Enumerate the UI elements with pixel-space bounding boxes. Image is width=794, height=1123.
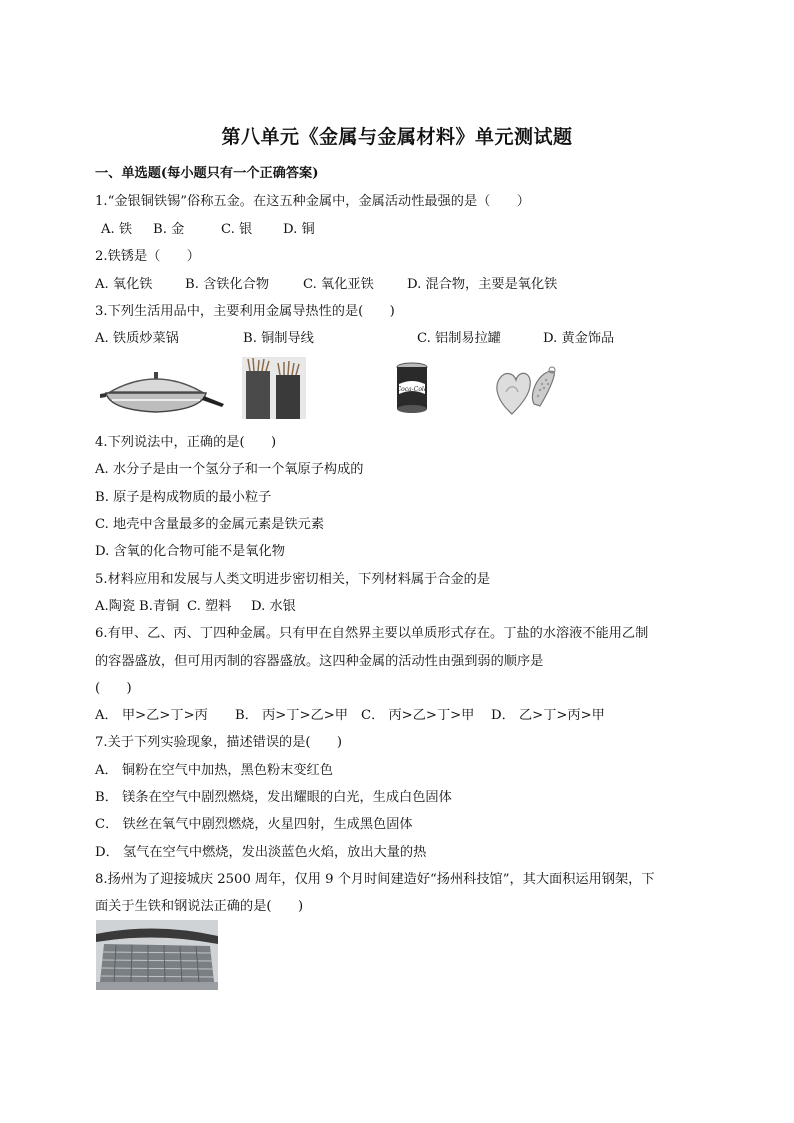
question-8-stem-line-1: 8.扬州为了迎接城庆 2500 周年，仅用 9 个月时间建造好“扬州科技馆”，其大面积运用钢架，下: [95, 872, 655, 887]
q3-option-b: B. 铜制导线: [243, 331, 314, 346]
q1-option-c: C. 银: [221, 222, 253, 237]
aluminum-can-image: [393, 362, 431, 414]
q6-option-a: A． 甲>乙>丁>丙: [95, 708, 208, 723]
copper-wire-image: [242, 357, 306, 419]
question-2-options: [95, 273, 557, 292]
question-5-stem: 5.材料应用和发展与人类文明进步密切相关，下列材料属于合金的是: [95, 572, 491, 587]
q6-option-b: B． 丙>丁>乙>甲: [235, 708, 348, 723]
wok-image: [96, 360, 226, 420]
section-heading: 一、单选题(每小题只有一个正确答案): [95, 166, 319, 181]
wok-icon: [96, 360, 226, 420]
question-6-stem-line-3: ( ): [95, 681, 132, 696]
question-5-options: [95, 595, 296, 614]
question-2-stem: 2.铁锈是（ ）: [95, 249, 200, 264]
q7-option-a: A． 铜粉在空气中加热，黑色粉末变红色: [95, 763, 333, 778]
q4-option-d: D. 含氧的化合物可能不是氧化物: [95, 544, 285, 559]
q3-option-d: D. 黄金饰品: [543, 331, 615, 346]
q2-option-c: C. 氧化亚铁: [303, 277, 374, 292]
q3-option-a: A. 铁质炒菜锅: [95, 331, 179, 346]
svg-text:Coca-Cola: Coca-Cola: [396, 386, 428, 393]
question-6-stem-line-1: 6.有甲、乙、丙、丁四种金属。只有甲在自然界主要以单质形式存在。丁盐的水溶液不能用乙制: [95, 626, 649, 641]
question-1-stem: 1.“金银铜铁锡”俗称五金。在这五种金属中，金属活动性最强的是（ ）: [95, 194, 530, 209]
question-8-stem-line-2: 面关于生铁和钢说法正确的是( ): [95, 899, 304, 914]
q1-option-d: D. 铜: [283, 222, 315, 237]
q5-option-d: D. 水银: [251, 599, 296, 614]
q4-option-b: B. 原子是构成物质的最小粒子: [95, 490, 272, 505]
q1-option-b: B. 金: [153, 222, 185, 237]
question-6-stem-line-2: 的容器盛放，但可用丙制的容器盛放。这四种金属的活动性由强到弱的顺序是: [95, 654, 544, 669]
q7-option-c: C． 铁丝在氧气中剧烈燃烧，火星四射，生成黑色固体: [95, 817, 413, 832]
building-icon: [96, 920, 218, 990]
q2-option-a: A. 氧化铁: [95, 277, 153, 292]
q1-option-a: A. 铁: [101, 222, 133, 237]
q7-option-d: D． 氢气在空气中燃烧，发出淡蓝色火焰，放出大量的热: [95, 845, 427, 860]
q6-option-c: C． 丙>乙>丁>甲: [361, 708, 475, 723]
question-3-stem: 3.下列生活用品中，主要利用金属导热性的是( ): [95, 304, 395, 319]
question-7-stem: 7.关于下列实验现象，描述错误的是( ): [95, 735, 343, 750]
copper-wire-icon: [242, 357, 306, 419]
question-4-stem: 4.下列说法中，正确的是( ): [95, 435, 277, 450]
soda-can-icon: [393, 362, 431, 414]
q6-option-d: D． 乙>丁>丙>甲: [491, 708, 605, 723]
q7-option-b: B． 镁条在空气中剧烈燃烧，发出耀眼的白光，生成白色固体: [95, 790, 452, 805]
gold-jewelry-image: [492, 362, 562, 418]
q2-option-b: B. 含铁化合物: [185, 277, 270, 292]
q5-option-a: A.陶瓷: [95, 599, 136, 614]
q5-option-c: C. 塑料: [187, 599, 232, 614]
heart-pendant-icon: [492, 362, 562, 418]
q4-option-a: A. 水分子是由一个氢分子和一个氧原子构成的: [95, 462, 364, 477]
question-3-options: [95, 327, 614, 346]
q3-option-c: C. 铝制易拉罐: [417, 331, 501, 346]
page-title: 第八单元《金属与金属材料》单元测试题: [221, 126, 573, 148]
science-museum-image: [96, 920, 218, 990]
question-1-options: [101, 218, 315, 237]
q2-option-d: D. 混合物，主要是氧化铁: [407, 277, 558, 292]
q5-option-b: B.青铜: [139, 599, 180, 614]
question-6-options: [95, 704, 605, 723]
q4-option-c: C. 地壳中含量最多的金属元素是铁元素: [95, 517, 325, 532]
